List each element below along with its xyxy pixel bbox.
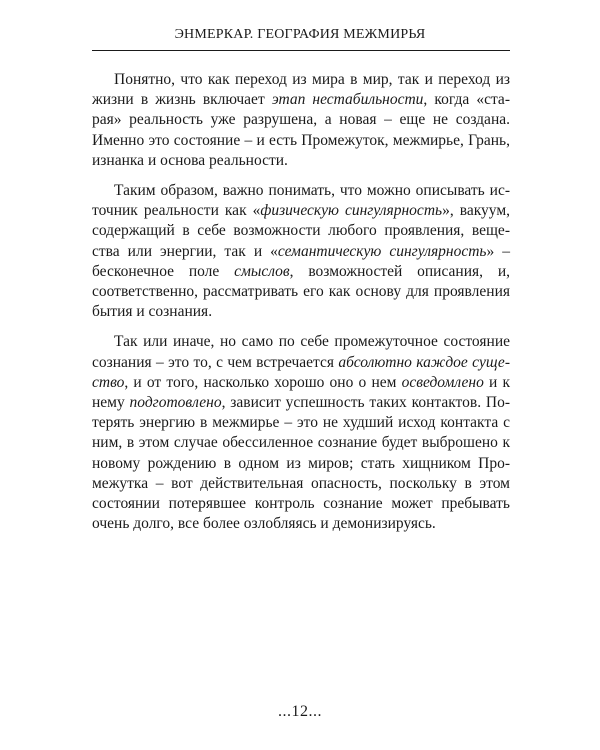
text-run: Таким образом, важно понимать, что можно описывать источник реальности как « [92,182,510,220]
italic-phrase: физическую сингулярность [260,202,443,220]
text-run: » – бесконечное поле [92,242,511,280]
italic-phrase: семантическую сингулярность [277,242,487,260]
text-run: , и от того, насколько хорошо оно о нем [124,373,402,391]
italic-phrase: смыслов [234,262,290,280]
paragraph-1 [92,70,510,171]
page-number: ...12... [278,703,322,720]
text-run: Понятно, что как переход из мира в мир, так и переход из жизни в жизнь включает [92,71,510,109]
italic-phrase: абсолютно каждое существо [92,353,510,391]
text-run: , возможностей описания, и, соответственно, рассматривать его как основу для проявления бытия и сознания. [92,262,510,321]
italic-phrase: подготовлено [129,394,222,412]
italic-phrase: осведомлено [401,373,484,391]
text-run: Так или иначе, но само по себе промежуточное состояние сознания – это то, с чем встречается [92,333,510,371]
paragraph-3 [92,332,510,534]
text-run: », вакуум, содержащий в себе возможности любого проявления, вещества или энергии, так и « [92,202,511,260]
text-run: и к нему [92,373,511,412]
italic-phrase: этап нестабильности [271,91,424,109]
text-run: , зависит успешность таких контактов. Потерять энергию в межмирье – это не худший исход контакта с ним, в этом случае обессиленное сознание будет выброшено к новому рождению в одном из миров; стать хищником Промежутка – вот действительная опасность, поскольку в этом состоянии потерявшее контроль сознание может пребывать очень долго, все более озлобляясь и демонизируясь. [92,394,510,533]
paragraph-2 [92,181,510,322]
text-run: , когда «старая» реальность уже разрушена, а новая – еще не создана. Именно это состояние – и есть Промежуток, межмирье, Грань, изнанка и основа реальности. [92,91,510,169]
running-header: ЭНМЕРКАР. ГЕОГРАФИЯ МЕЖМИРЬЯ [174,27,426,42]
body-text [92,70,510,544]
header-divider [92,50,510,51]
